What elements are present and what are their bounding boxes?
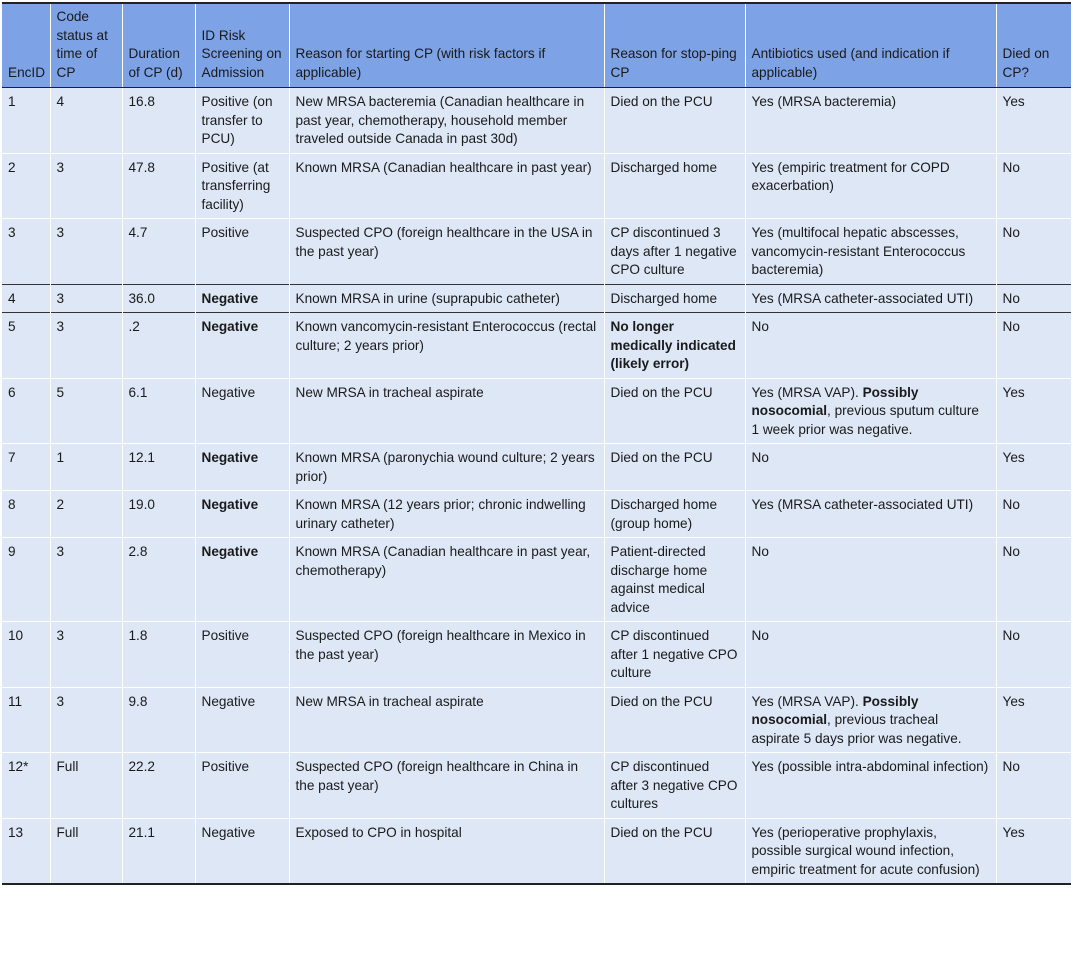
cell-risk-screening: Positive <box>195 753 289 819</box>
cell-encid: 9 <box>2 538 50 622</box>
table-row <box>2 378 1071 444</box>
cell-reason-start: Suspected CPO (foreign healthcare in the USA in the past year) <box>289 219 604 285</box>
cell-risk-screening: Positive <box>195 622 289 688</box>
cell-duration: 22.2 <box>122 753 195 819</box>
cell-reason-stop: Died on the PCU <box>604 378 745 444</box>
header-died: Died on CP? <box>996 3 1071 88</box>
header-antibiotics: Antibiotics used (and indication if applicable) <box>745 3 996 88</box>
cell-died: Yes <box>996 687 1071 753</box>
cell-code-status: 3 <box>50 622 122 688</box>
cell-code-status: 4 <box>50 88 122 154</box>
cell-antibiotics <box>745 753 996 819</box>
cell-encid: 7 <box>2 444 50 491</box>
cell-reason-stop: CP discontinued 3 days after 1 negative CPO culture <box>604 219 745 285</box>
antibiotics-text: Yes (MRSA VAP). <box>751 693 863 709</box>
cell-reason-stop: Died on the PCU <box>604 88 745 154</box>
header-duration: Duration of CP (d) <box>122 3 195 88</box>
table-row <box>2 313 1071 379</box>
cell-risk-screening: Negative <box>195 687 289 753</box>
cell-reason-stop: CP discontinued after 3 negative CPO cultures <box>604 753 745 819</box>
cell-reason-start: Known vancomycin-resistant Enterococcus (rectal culture; 2 years prior) <box>289 313 604 379</box>
cell-reason-start: Suspected CPO (foreign healthcare in Mexico in the past year) <box>289 622 604 688</box>
cell-reason-stop: CP discontinued after 1 negative CPO culture <box>604 622 745 688</box>
cell-reason-stop: Died on the PCU <box>604 818 745 884</box>
cell-code-status: 3 <box>50 313 122 379</box>
cell-reason-start: Known MRSA in urine (suprapubic catheter) <box>289 284 604 313</box>
cell-antibiotics <box>745 444 996 491</box>
cell-antibiotics <box>745 491 996 538</box>
cell-antibiotics <box>745 313 996 379</box>
cell-encid: 13 <box>2 818 50 884</box>
cell-duration: 4.7 <box>122 219 195 285</box>
table-row <box>2 753 1071 819</box>
cell-reason-start: New MRSA in tracheal aspirate <box>289 378 604 444</box>
cell-died: No <box>996 313 1071 379</box>
cell-code-status: 2 <box>50 491 122 538</box>
cell-duration: 16.8 <box>122 88 195 154</box>
cell-died: No <box>996 622 1071 688</box>
antibiotics-text: Yes (multifocal hepatic abscesses, vancomycin-resistant Enterococcus bacteremia) <box>751 225 966 277</box>
table-row <box>2 284 1071 313</box>
cell-encid: 6 <box>2 378 50 444</box>
cell-risk-screening: Negative <box>195 284 289 313</box>
table-row <box>2 219 1071 285</box>
cell-died: Yes <box>996 818 1071 884</box>
cell-died: Yes <box>996 378 1071 444</box>
header-reason-start: Reason for starting CP (with risk factors if applicable) <box>289 3 604 88</box>
cell-duration: 47.8 <box>122 153 195 219</box>
cell-risk-screening: Negative <box>195 491 289 538</box>
cell-risk-screening: Negative <box>195 538 289 622</box>
antibiotics-note: , previous tracheal aspirate 5 days prior was negative. <box>751 712 962 746</box>
cell-reason-stop: Discharged home <box>604 284 745 313</box>
cell-reason-stop: Discharged home <box>604 153 745 219</box>
table-row <box>2 153 1071 219</box>
cell-code-status: 3 <box>50 153 122 219</box>
cell-died: Yes <box>996 88 1071 154</box>
cell-duration: 6.1 <box>122 378 195 444</box>
cell-antibiotics <box>745 622 996 688</box>
cell-antibiotics <box>745 687 996 753</box>
cell-antibiotics <box>745 818 996 884</box>
antibiotics-text: No <box>751 319 769 334</box>
table-row <box>2 491 1071 538</box>
table-row <box>2 538 1071 622</box>
table-body <box>2 88 1071 885</box>
cell-encid: 12* <box>2 753 50 819</box>
cell-reason-start: Known MRSA (12 years prior; chronic indwelling urinary catheter) <box>289 491 604 538</box>
header-risk-screening: ID Risk Screening on Admission <box>195 3 289 88</box>
table-row <box>2 444 1071 491</box>
antibiotics-text: Yes (empiric treatment for COPD exacerbation) <box>751 159 950 193</box>
antibiotics-text: Yes (MRSA VAP). <box>751 384 863 400</box>
cell-reason-start: Known MRSA (Canadian healthcare in past year) <box>289 153 604 219</box>
antibiotics-text: No <box>751 544 769 559</box>
cell-duration: 1.8 <box>122 622 195 688</box>
cell-encid: 1 <box>2 88 50 154</box>
nosocomial-highlight: Possibly nosocomial <box>751 384 919 418</box>
cell-died: No <box>996 219 1071 285</box>
nosocomial-highlight: Possibly nosocomial <box>751 693 919 727</box>
cell-code-status: 1 <box>50 444 122 491</box>
cell-died: Yes <box>996 444 1071 491</box>
cell-reason-stop: Died on the PCU <box>604 687 745 753</box>
antibiotics-text: No <box>751 450 769 465</box>
cp-table <box>2 2 1071 885</box>
cell-antibiotics <box>745 219 996 285</box>
header-reason-stop: Reason for stop-ping CP <box>604 3 745 88</box>
cell-died: No <box>996 538 1071 622</box>
cell-duration: 19.0 <box>122 491 195 538</box>
table-row <box>2 88 1071 154</box>
cell-reason-stop: No longer medically indicated (likely error) <box>604 313 745 379</box>
cell-duration: 36.0 <box>122 284 195 313</box>
antibiotics-text: Yes (MRSA catheter-associated UTI) <box>751 497 974 512</box>
antibiotics-text: Yes (perioperative prophylaxis, possible surgical wound infection, empiric treatment for acute confusion) <box>751 824 980 877</box>
cell-died: No <box>996 284 1071 313</box>
cell-code-status: Full <box>50 818 122 884</box>
antibiotics-text: Yes (possible intra-abdominal infection) <box>751 759 989 774</box>
antibiotics-text: Yes (MRSA bacteremia) <box>751 94 897 109</box>
cell-encid: 5 <box>2 313 50 379</box>
cell-died: No <box>996 753 1071 819</box>
cell-antibiotics <box>745 378 996 444</box>
cell-risk-screening: Positive (on transfer to PCU) <box>195 88 289 154</box>
cell-code-status: 3 <box>50 284 122 313</box>
cell-code-status: 3 <box>50 219 122 285</box>
cell-encid: 11 <box>2 687 50 753</box>
cell-code-status: 3 <box>50 538 122 622</box>
cell-antibiotics <box>745 88 996 154</box>
cell-encid: 10 <box>2 622 50 688</box>
antibiotics-text: Yes (MRSA catheter-associated UTI) <box>751 290 974 306</box>
cell-duration: .2 <box>122 313 195 379</box>
cell-duration: 2.8 <box>122 538 195 622</box>
header-code-status: Code status at time of CP <box>50 3 122 88</box>
cell-risk-screening: Positive (at transferring facility) <box>195 153 289 219</box>
cell-reason-stop: Patient-directed discharge home against medical advice <box>604 538 745 622</box>
cell-reason-stop: Discharged home (group home) <box>604 491 745 538</box>
cell-encid: 8 <box>2 491 50 538</box>
table-row <box>2 818 1071 884</box>
cell-encid: 2 <box>2 153 50 219</box>
cell-duration: 12.1 <box>122 444 195 491</box>
table-row <box>2 622 1071 688</box>
cell-duration: 9.8 <box>122 687 195 753</box>
cell-encid: 3 <box>2 219 50 285</box>
cell-code-status: 5 <box>50 378 122 444</box>
cell-code-status: Full <box>50 753 122 819</box>
cell-risk-screening: Positive <box>195 219 289 285</box>
cell-risk-screening: Negative <box>195 818 289 884</box>
cell-code-status: 3 <box>50 687 122 753</box>
table-header <box>2 3 1071 88</box>
cell-antibiotics <box>745 153 996 219</box>
header-encid: EncID <box>2 3 50 88</box>
cell-reason-stop: Died on the PCU <box>604 444 745 491</box>
antibiotics-note: , previous sputum culture 1 week prior was negative. <box>751 403 979 437</box>
cell-died: No <box>996 153 1071 219</box>
cell-antibiotics <box>745 538 996 622</box>
cell-reason-start: Known MRSA (Canadian healthcare in past year, chemotherapy) <box>289 538 604 622</box>
cell-risk-screening: Negative <box>195 313 289 379</box>
cell-reason-start: Exposed to CPO in hospital <box>289 818 604 884</box>
cell-encid: 4 <box>2 284 50 313</box>
cell-risk-screening: Negative <box>195 378 289 444</box>
cell-antibiotics <box>745 284 996 313</box>
table-row <box>2 687 1071 753</box>
cell-reason-start: Suspected CPO (foreign healthcare in China in the past year) <box>289 753 604 819</box>
antibiotics-text: No <box>751 628 769 643</box>
cell-reason-start: New MRSA bacteremia (Canadian healthcare in past year, chemotherapy, household member traveled outside Canada in past 30d) <box>289 88 604 154</box>
cell-reason-start: Known MRSA (paronychia wound culture; 2 years prior) <box>289 444 604 491</box>
cell-died: No <box>996 491 1071 538</box>
cell-risk-screening: Negative <box>195 444 289 491</box>
cell-duration: 21.1 <box>122 818 195 884</box>
cell-reason-start: New MRSA in tracheal aspirate <box>289 687 604 753</box>
